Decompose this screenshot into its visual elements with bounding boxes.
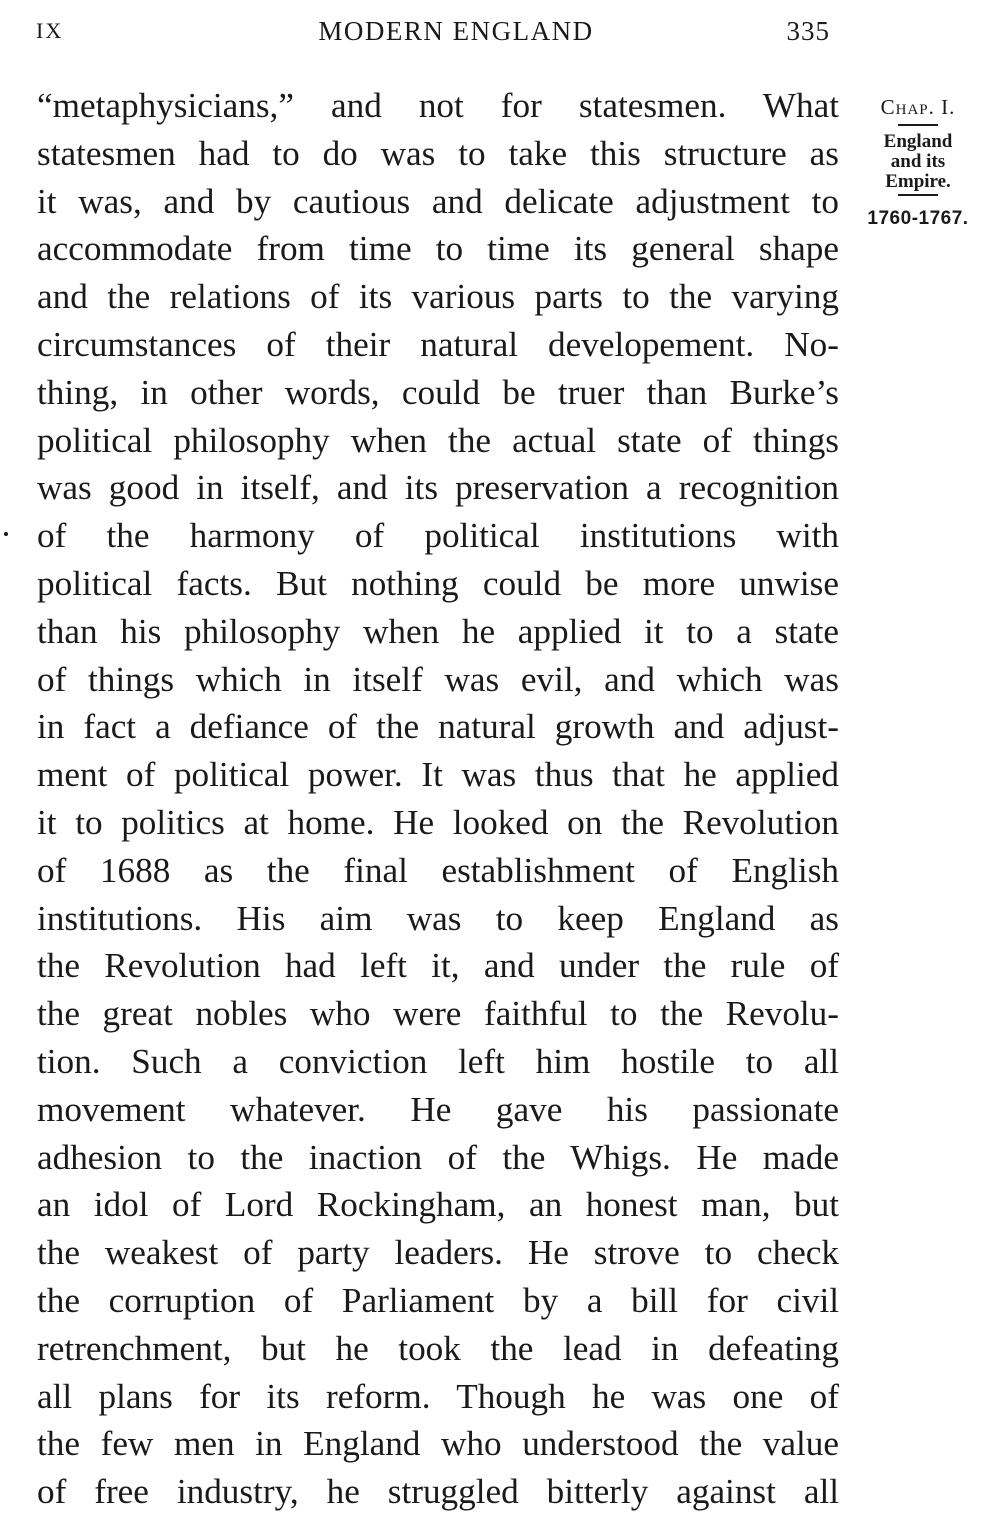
- text-line: the weakest of party leaders. He strove to check: [37, 1233, 839, 1273]
- marginal-subject-line: Empire.: [885, 171, 951, 192]
- text-line: ment of political power. It was thus that he applied: [37, 755, 839, 795]
- page-number: 335: [786, 16, 830, 46]
- marginal-rule: [898, 194, 938, 196]
- text-line: was good in itself, and its preservation a recognition: [37, 468, 839, 508]
- text-line: “metaphysicians,” and not for statesmen. What: [37, 86, 839, 125]
- text-line: it was, and by cautious and delicate adjustment to: [37, 181, 839, 221]
- text-line: of free industry, he struggled bitterly against all: [37, 1472, 839, 1512]
- text-line: it to politics at home. He looked on the Revolution: [37, 802, 839, 842]
- text-line: statesmen had to do was to take this structure as: [37, 133, 839, 173]
- text-line: and the relations of its various parts to the varying: [37, 277, 839, 317]
- text-line: the corruption of Parliament by a bill for civil: [37, 1280, 839, 1320]
- text-line: political philosophy when the actual state of things: [37, 420, 839, 460]
- text-line: of the harmony of political institutions with: [37, 516, 839, 556]
- text-line: retrenchment, but he took the lead in defeating: [37, 1328, 839, 1368]
- text-line: institutions. His aim was to keep England as: [37, 898, 839, 938]
- text-line: thing, in other words, could be truer than Burke’s: [37, 372, 839, 412]
- running-header: [36, 14, 836, 54]
- running-title: MODERN ENGLAND: [318, 16, 594, 46]
- text-line: political facts. But nothing could be more unwise: [37, 563, 839, 603]
- text-line: adhesion to the inaction of the Whigs. He made: [37, 1137, 839, 1177]
- marginal-subject-line: and its: [890, 151, 946, 172]
- text-line: the great nobles who were faithful to the Revolu-: [37, 994, 839, 1034]
- text-line: of things which in itself was evil, and which was: [37, 659, 839, 699]
- text-line: tion. Such a conviction left him hostile to all: [37, 1041, 839, 1081]
- marginal-subject-line: England: [883, 131, 953, 152]
- marginal-rule: [898, 124, 938, 126]
- marginal-chapter: Chap. I.: [880, 95, 956, 119]
- text-line: movement whatever. He gave his passionate: [37, 1089, 839, 1129]
- text-line: accommodate from time to time its general shape: [37, 229, 839, 269]
- text-line: all plans for its reform. Though he was one of: [37, 1376, 839, 1416]
- margin-speck: [4, 532, 8, 536]
- text-line: the Revolution had left it, and under the rule of: [37, 946, 839, 986]
- chapter-number: IX: [36, 18, 64, 43]
- body-text: [37, 82, 839, 1516]
- text-line: circumstances of their natural developement. No-: [37, 324, 839, 364]
- marginal-note: [858, 92, 978, 230]
- marginal-dates: 1760-1767.: [867, 208, 969, 229]
- text-line: than his philosophy when he applied it to a state: [37, 611, 839, 651]
- text-line: the few men in England who understood the value: [37, 1424, 839, 1464]
- text-line: an idol of Lord Rockingham, an honest man, but: [37, 1185, 839, 1225]
- text-line: in fact a defiance of the natural growth and adjust-: [37, 707, 839, 747]
- text-line: of 1688 as the final establishment of English: [37, 850, 839, 890]
